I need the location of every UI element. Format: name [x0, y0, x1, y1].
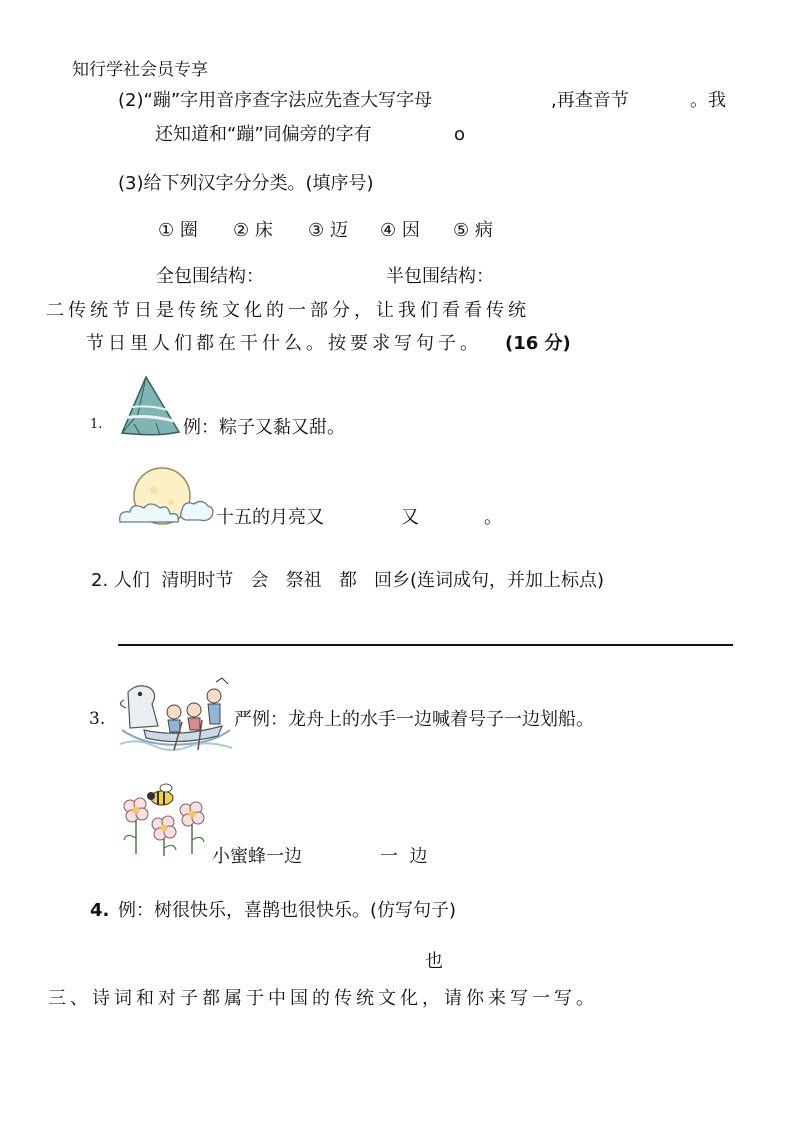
s2q1-example: 例：粽子又黏又甜。	[183, 417, 345, 438]
s2q4-ye: 也	[425, 951, 443, 972]
dragon-boat-icon	[118, 674, 236, 758]
s2q3-bee-sentence-start: 小蜜蜂一边	[212, 846, 302, 867]
section3-heading: 三、诗词和对子都属于中国的传统文化，请你来写一写。	[48, 988, 598, 1009]
s2q3-number: 3.	[89, 709, 106, 729]
q2-line1-start: (2)“蹦”字用音序查字法应先查大写字母	[118, 90, 433, 111]
s2q1-moon-sentence-end: 。	[484, 507, 502, 528]
s2q2-prompt: 2. 人们 清明时节 会 祭祖 都 回乡(连词成句，并加上标点)	[91, 570, 605, 591]
q2-line1-end: 。我	[690, 90, 726, 111]
q3-item-4: ④ 因	[380, 220, 420, 241]
s2q3-example: 严例：龙舟上的水手一边喊着号子一边划船。	[234, 709, 594, 730]
q3-item-5: ⑤ 病	[453, 220, 493, 241]
q2-line2-mark: o	[454, 124, 466, 145]
q3-item-1: ① 圈	[158, 220, 198, 241]
moon-cloud-icon	[116, 466, 216, 532]
s2q4-number: 4.	[90, 900, 110, 921]
s2q4-prompt: 例：树很快乐，喜鹊也很快乐。(仿写句子)	[118, 900, 457, 921]
q2-line1-middle: ,再查音节	[551, 90, 629, 111]
s2q1-number: 1.	[90, 417, 103, 432]
q3-item-3: ③ 迈	[308, 220, 348, 241]
s2q1-moon-sentence-start: 十五的月亮又	[216, 507, 324, 528]
section2-heading-line2: 节日里人们都在干什么。按要求写句子。	[86, 333, 482, 354]
zongzi-icon	[116, 374, 184, 438]
q3-title: (3)给下列汉字分分类。(填序号)	[118, 173, 374, 194]
section2-score: (16 分)	[505, 333, 571, 354]
s2q1-moon-sentence-you: 又	[401, 507, 419, 528]
q3-full-enclosure-label: 全包围结构：	[156, 266, 264, 287]
membership-header: 知行学社会员专享	[72, 60, 208, 80]
q3-half-enclosure-label: 半包围结构：	[386, 266, 494, 287]
q2-line2-text: 还知道和“蹦”同偏旁的字有	[155, 124, 372, 145]
s2q3-bee-sentence-yibian: 一 边	[380, 846, 428, 867]
q3-item-2: ② 床	[233, 220, 273, 241]
bee-flowers-icon	[118, 780, 216, 860]
answer-line	[118, 644, 733, 646]
section2-heading-line1: 二传统节日是传统文化的一部分，让我们看看传统	[46, 300, 530, 321]
